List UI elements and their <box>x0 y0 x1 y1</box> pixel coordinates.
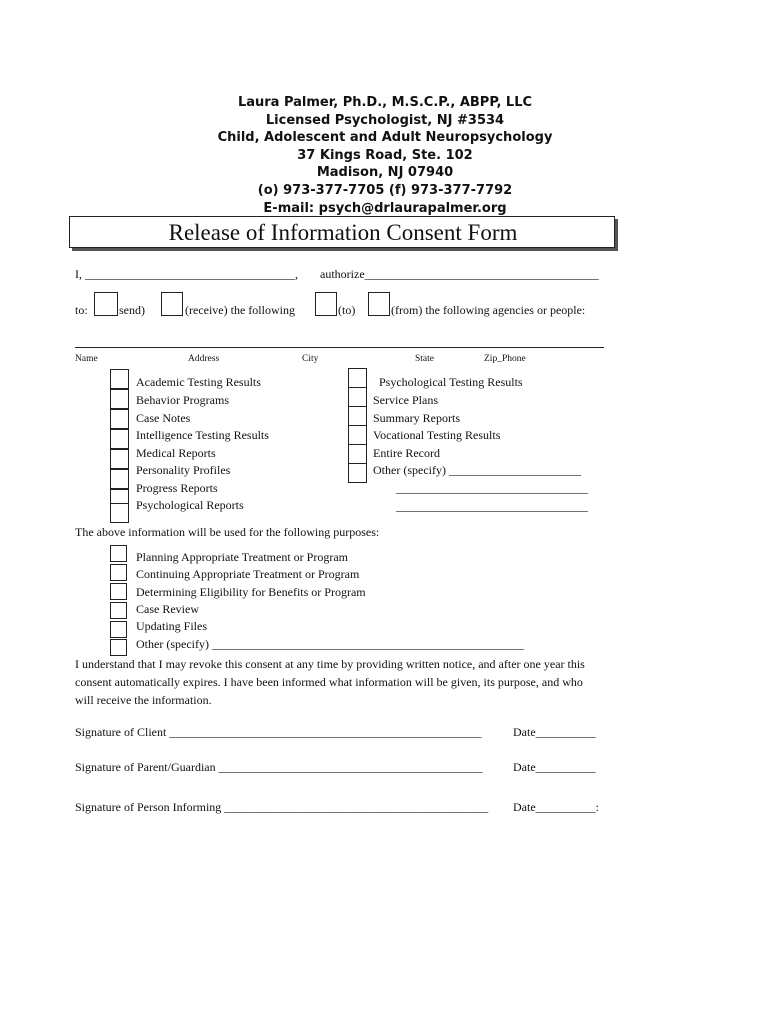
client-signature-line[interactable]: Signature of Client ____________________________________________________ <box>75 725 482 739</box>
client-date-line[interactable]: Date__________ <box>513 725 596 739</box>
purpose-checkbox[interactable] <box>110 545 127 562</box>
revoke-line: will receive the information. <box>75 693 212 707</box>
record-checkbox[interactable] <box>348 444 367 464</box>
record-label: Behavior Programs <box>136 393 229 407</box>
record-checkbox[interactable] <box>348 368 367 388</box>
authorize-blank[interactable]: authorize_______________________________________ <box>320 267 599 281</box>
revoke-line: consent automatically expires. I have been informed what information will be given, its purpose, and who <box>75 675 583 689</box>
record-checkbox[interactable] <box>110 449 129 469</box>
guardian-date-line[interactable]: Date__________ <box>513 760 596 774</box>
from-label: (from) the following agencies or people: <box>391 303 586 317</box>
record-label: Entire Record <box>373 446 440 460</box>
purpose-label: Planning Appropriate Treatment or Program <box>136 550 348 564</box>
to-label: to: <box>75 303 88 317</box>
record-label: Academic Testing Results <box>136 375 261 389</box>
record-checkbox[interactable] <box>110 369 129 389</box>
other-record-line[interactable]: ________________________________ <box>396 481 588 495</box>
record-label: Summary Reports <box>373 411 460 425</box>
purpose-checkbox[interactable] <box>110 564 127 581</box>
guardian-signature-line[interactable]: Signature of Parent/Guardian ____________________________________________ <box>75 760 483 774</box>
record-label: Personality Profiles <box>136 463 231 477</box>
name-caption: Name <box>75 354 98 364</box>
record-label: Case Notes <box>136 411 191 425</box>
record-checkbox[interactable] <box>348 387 367 407</box>
other-record-line[interactable]: ________________________________ <box>396 499 588 513</box>
to-paren-label: (to) <box>338 303 356 317</box>
practice-name: Laura Palmer, Ph.D., M.S.C.P., ABPP, LLC <box>237 95 533 110</box>
purpose-label: Determining Eligibility for Benefits or Program <box>136 585 366 599</box>
client-name-blank[interactable]: I, ___________________________________, <box>75 267 298 281</box>
purpose-label: Continuing Appropriate Treatment or Program <box>136 567 360 581</box>
purposes-heading: The above information will be used for the following purposes: <box>75 525 380 539</box>
purpose-checkbox[interactable] <box>110 583 127 600</box>
email-line: E-mail: psych@drlaurapalmer.org <box>263 200 507 216</box>
other-record-label[interactable]: Other (specify) ______________________ <box>373 463 581 477</box>
letterhead <box>0 94 770 217</box>
send-checkbox[interactable] <box>94 292 118 316</box>
city-state-zip: Madison, NJ 07940 <box>316 165 454 181</box>
record-label: Vocational Testing Results <box>373 428 501 442</box>
send-label: send) <box>119 303 145 317</box>
zip-phone-caption: Zip_Phone <box>484 354 526 364</box>
city-caption: City <box>302 354 319 364</box>
purpose-checkbox[interactable] <box>110 639 127 656</box>
revoke-paragraph <box>75 655 615 709</box>
informer-signature-line[interactable]: Signature of Person Informing ____________________________________________ <box>75 800 489 814</box>
record-checkbox[interactable] <box>348 463 367 483</box>
purpose-label: Case Review <box>136 602 199 616</box>
address-caption: Address <box>188 354 220 364</box>
record-checkbox[interactable] <box>110 429 129 449</box>
street-address: 37 Kings Road, Ste. 102 <box>297 147 473 163</box>
to-checkbox[interactable] <box>315 292 337 316</box>
phone-fax: (o) 973-377-7705 (f) 973-377-7792 <box>257 182 513 198</box>
record-checkbox[interactable] <box>348 406 367 426</box>
receive-checkbox[interactable] <box>161 292 183 316</box>
recipient-address-line[interactable] <box>75 347 604 348</box>
record-checkbox[interactable] <box>110 409 129 429</box>
state-caption: State <box>415 354 434 364</box>
record-label: Medical Reports <box>136 446 216 460</box>
form-title: Release of Information Consent Form <box>168 220 518 245</box>
informer-date-line[interactable]: Date__________: <box>513 800 599 814</box>
record-label: Psychological Testing Results <box>379 375 523 389</box>
revoke-line: I understand that I may revoke this consent at any time by providing written notice, and after one year this <box>75 657 585 671</box>
license-line: Licensed Psychologist, NJ #3534 <box>265 112 505 128</box>
receive-label: (receive) the following <box>185 303 295 317</box>
record-checkbox[interactable] <box>110 469 129 489</box>
record-label: Intelligence Testing Results <box>136 428 269 442</box>
record-label: Psychological Reports <box>136 498 244 512</box>
record-label: Progress Reports <box>136 481 218 495</box>
specialty-line: Child, Adolescent and Adult Neuropsychology <box>217 130 553 146</box>
other-purpose-label[interactable]: Other (specify) ____________________________________________________ <box>136 637 524 651</box>
purpose-checkbox[interactable] <box>110 602 127 619</box>
record-checkbox[interactable] <box>110 389 129 409</box>
from-checkbox[interactable] <box>368 292 390 316</box>
record-checkbox[interactable] <box>348 425 367 445</box>
record-label: Service Plans <box>373 393 438 407</box>
purpose-label: Updating Files <box>136 619 207 633</box>
purpose-checkbox[interactable] <box>110 621 127 638</box>
record-checkbox[interactable] <box>110 503 129 523</box>
